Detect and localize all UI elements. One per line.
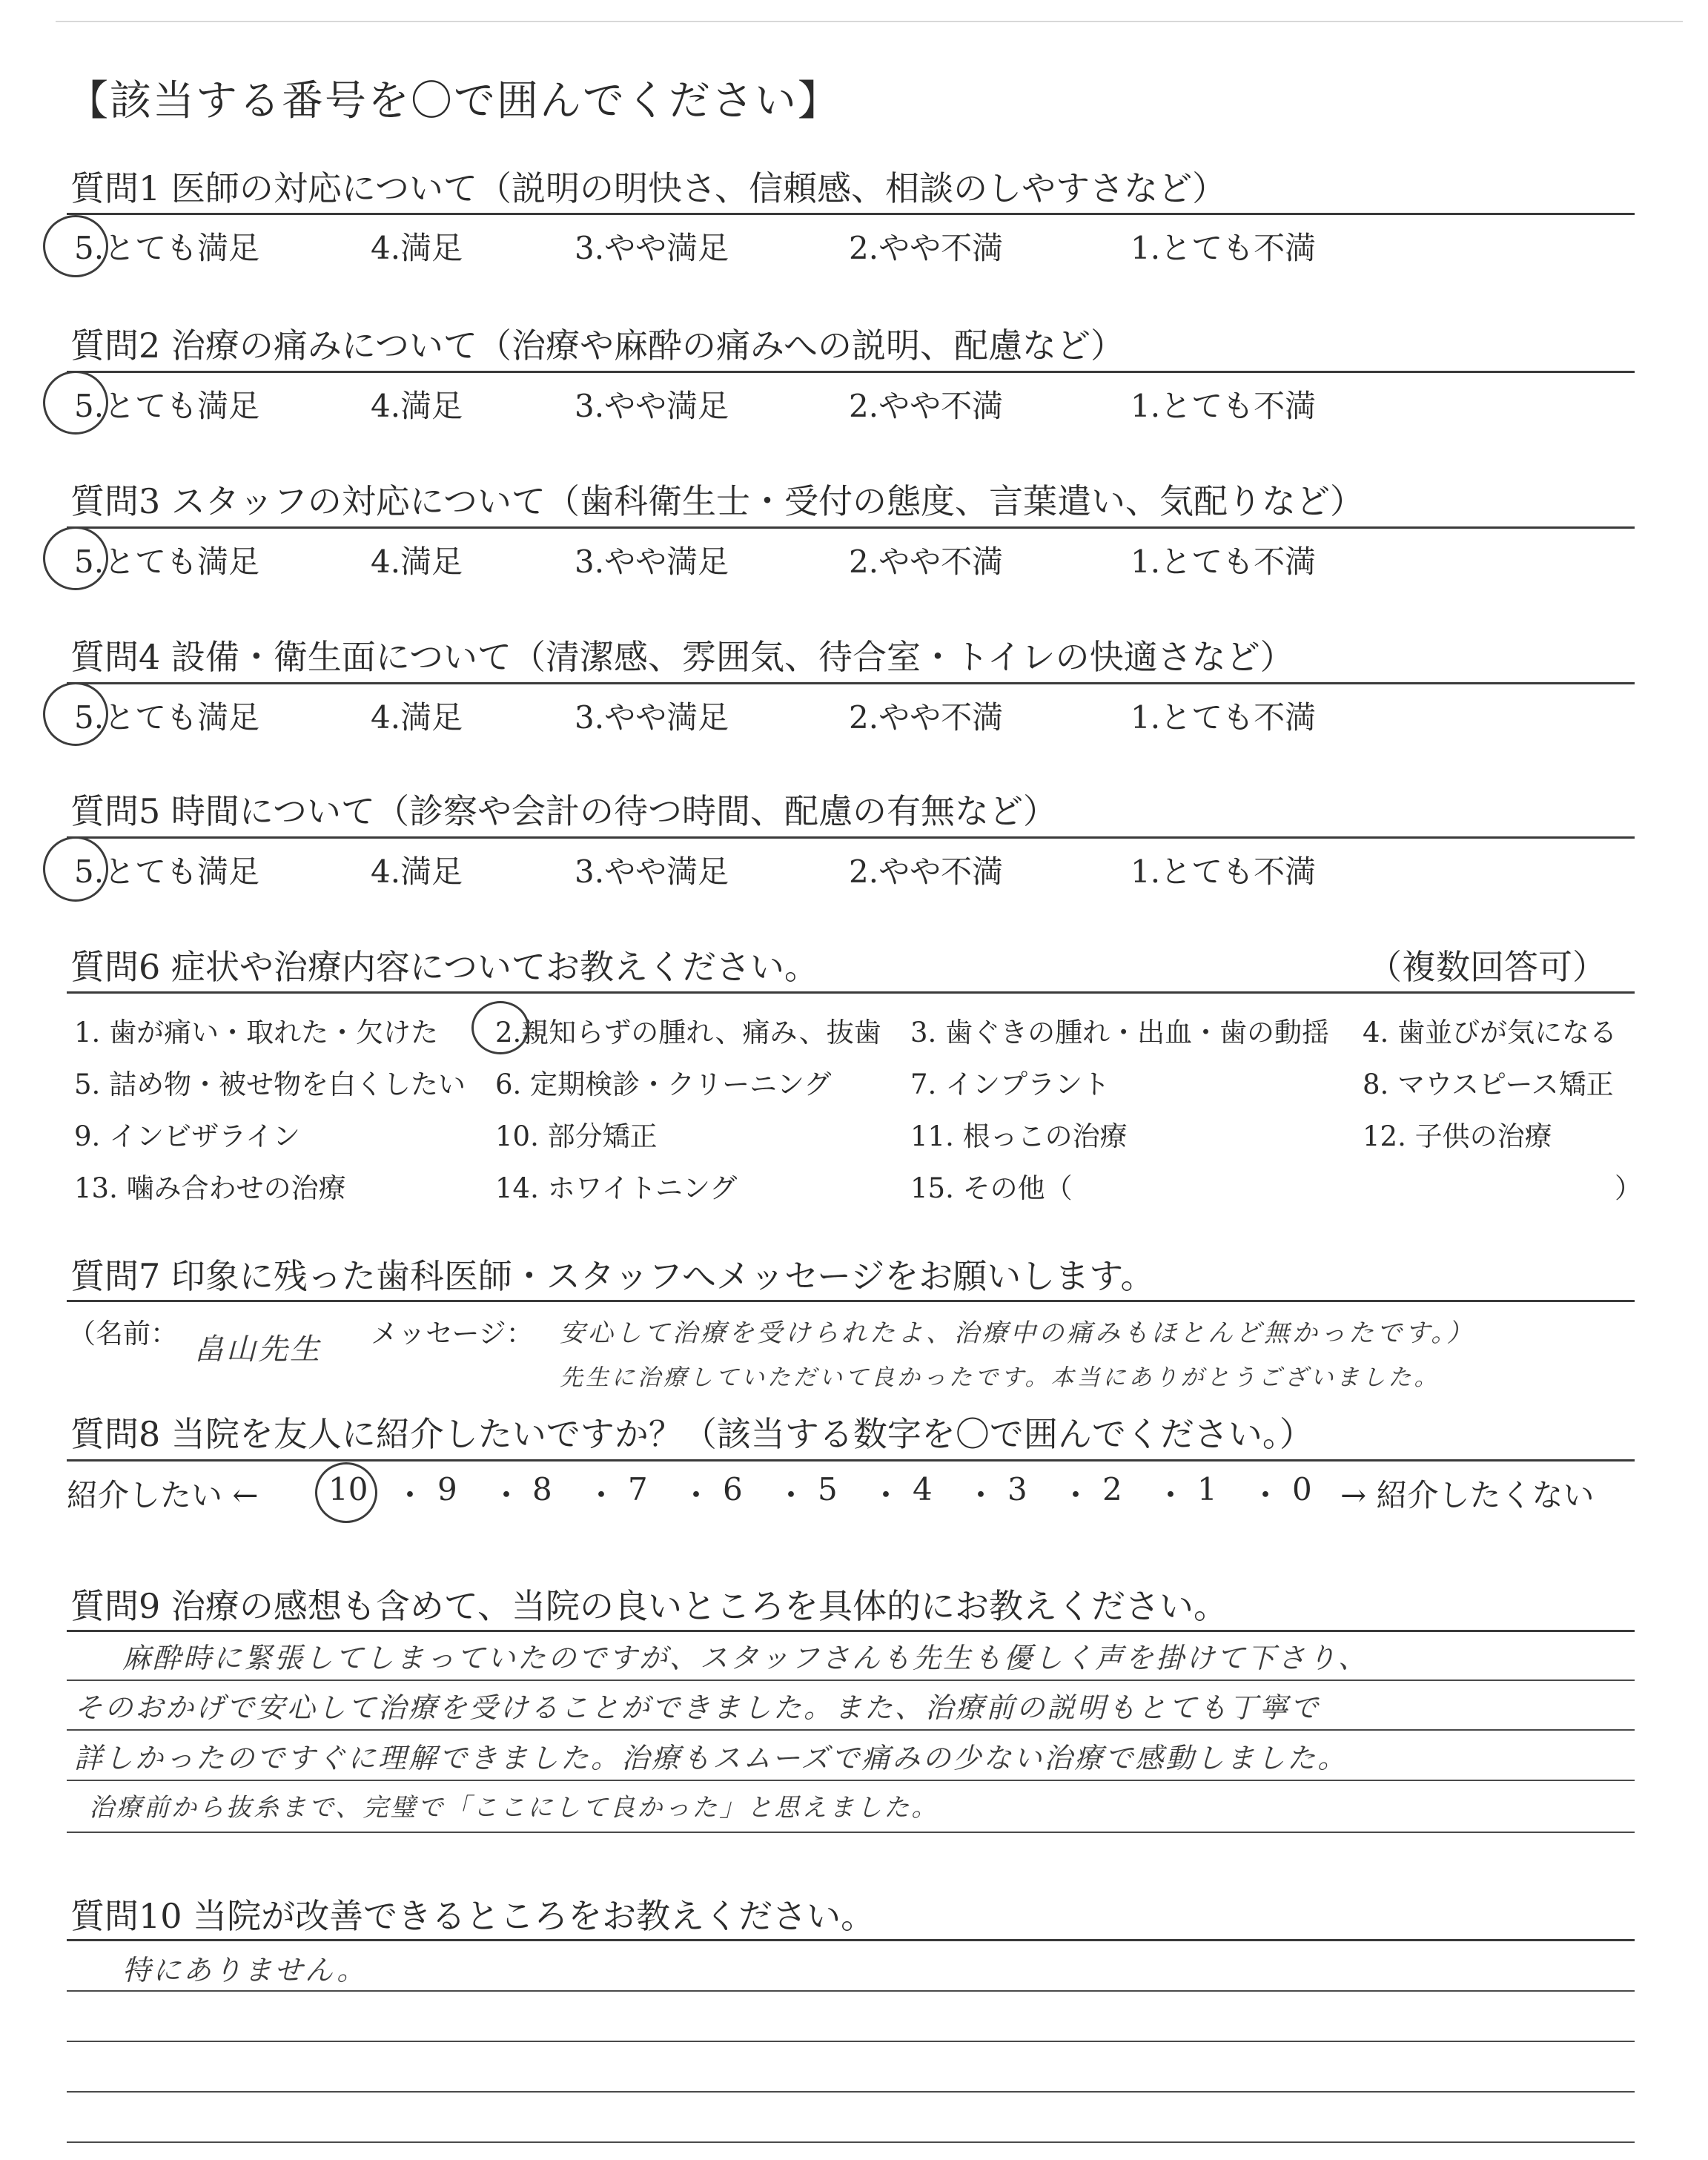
name-value[interactable]: 畠山先生 (194, 1332, 322, 1367)
option-3[interactable]: 3.やや満足 (575, 388, 729, 424)
answer-line (67, 1780, 1635, 1781)
score-separator: ・ (586, 1477, 618, 1513)
option-5[interactable]: 5.とても満足 (74, 544, 260, 580)
score-5[interactable]: 5 (818, 1471, 838, 1507)
option-5[interactable]: 5.とても満足 (74, 853, 260, 890)
score-6[interactable]: 6 (723, 1471, 743, 1507)
option-3[interactable]: 3.やや満足 (575, 230, 729, 266)
option-1[interactable]: 1.とても不満 (1131, 853, 1317, 890)
instruction-header: 【該当する番号を〇で囲んでください】 (67, 77, 841, 125)
answer-line (67, 1680, 1635, 1681)
treatment-item-6[interactable]: 6. 定期検診・クリーニング (495, 1069, 832, 1100)
other-close-paren: ） (1615, 1172, 1642, 1204)
treatment-item-11[interactable]: 11. 根っこの治療 (910, 1120, 1128, 1152)
option-1[interactable]: 1.とても不満 (1131, 388, 1317, 424)
option-4[interactable]: 4.満足 (371, 853, 463, 890)
option-5[interactable]: 5.とても満足 (74, 699, 260, 736)
option-3[interactable]: 3.やや満足 (575, 699, 729, 736)
divider (67, 836, 1635, 839)
score-separator: ・ (394, 1477, 426, 1513)
divider (67, 682, 1635, 684)
option-5[interactable]: 5.とても満足 (74, 230, 260, 266)
score-0[interactable]: 0 (1292, 1471, 1312, 1507)
treatment-item-10[interactable]: 10. 部分矯正 (495, 1120, 658, 1152)
message-line-1[interactable]: 安心して治療を受けられたよ、治療中の痛みもほとんど無かったです。） (560, 1318, 1475, 1348)
divider (67, 1459, 1635, 1462)
treatment-item-2[interactable]: 2.親知らずの腫れ、痛み、抜歯 (495, 1017, 881, 1048)
treatment-item-7[interactable]: 7. インプラント (910, 1069, 1110, 1100)
divider (67, 213, 1635, 215)
treatment-item-9[interactable]: 9. インビザライン (74, 1120, 300, 1152)
answer-line (67, 1990, 1635, 1992)
option-1[interactable]: 1.とても不満 (1131, 544, 1317, 580)
answer-line-2[interactable]: そのおかげで安心して治療を受けることができました。また、治療前の説明もとても丁寧で (74, 1691, 1321, 1724)
treatment-item-14[interactable]: 14. ホワイトニング (495, 1172, 738, 1204)
answer-line (67, 1729, 1635, 1731)
treatment-item-5[interactable]: 5. 詰め物・被せ物を白くしたい (74, 1069, 466, 1100)
treatment-item-3[interactable]: 3. 歯ぐきの腫れ・出血・歯の動揺 (910, 1017, 1330, 1048)
option-2[interactable]: 2.やや不満 (849, 388, 1004, 424)
score-2[interactable]: 2 (1102, 1471, 1122, 1507)
answer-line-3[interactable]: 詳しかったのですぐに理解できました。治療もスムーズで痛みの少ない治療で感動しました。 (74, 1742, 1348, 1774)
question-title: 質問1 医師の対応について（説明の明快さ、信頼感、相談のしやすさなど） (70, 168, 1227, 208)
divider (67, 1939, 1635, 1941)
answer-line (67, 1832, 1635, 1833)
divider (67, 371, 1635, 373)
treatment-item-12[interactable]: 12. 子供の治療 (1363, 1120, 1552, 1152)
option-5[interactable]: 5.とても満足 (74, 388, 260, 424)
score-separator: ・ (775, 1477, 807, 1513)
score-separator: ・ (491, 1477, 523, 1513)
score-separator: ・ (1250, 1477, 1282, 1513)
answer-line (67, 2091, 1635, 2093)
score-9[interactable]: 9 (437, 1471, 457, 1507)
option-4[interactable]: 4.満足 (371, 388, 463, 424)
question-title: 質問10 当院が改善できるところをお教えください。 (70, 1896, 875, 1936)
multiple-answers-note: （複数回答可） (1368, 947, 1606, 987)
question-title: 質問3 スタッフの対応について（歯科衛生士・受付の態度、言葉遣い、気配りなど） (70, 481, 1364, 521)
treatment-item-15[interactable]: 15. その他（ (910, 1172, 1073, 1204)
answer-line-4[interactable]: 治療前から抜糸まで、完璧で「ここにして良かった」と思えました。 (89, 1793, 939, 1823)
question-title: 質問4 設備・衛生面について（清潔感、雰囲気、待合室・トイレの快適さなど） (70, 637, 1294, 677)
not-recommend-label: → 紹介したくない (1340, 1477, 1595, 1513)
score-separator: ・ (1155, 1477, 1187, 1513)
option-4[interactable]: 4.満足 (371, 699, 463, 736)
answer-line (67, 2141, 1635, 2143)
question-title: 質問7 印象に残った歯科医師・スタッフへメッセージをお願いします。 (70, 1256, 1155, 1296)
answer-text[interactable]: 特にありません。 (122, 1954, 368, 1986)
score-3[interactable]: 3 (1007, 1471, 1027, 1507)
option-2[interactable]: 2.やや不満 (849, 230, 1004, 266)
score-10[interactable]: 10 (328, 1471, 368, 1507)
divider (67, 1630, 1635, 1632)
selection-circle (43, 371, 108, 435)
score-8[interactable]: 8 (532, 1471, 552, 1507)
selection-circle (43, 526, 108, 590)
option-1[interactable]: 1.とても不満 (1131, 230, 1317, 266)
question-title: 質問6 症状や治療内容についてお教えください。 (70, 947, 818, 987)
score-separator: ・ (1060, 1477, 1092, 1513)
option-2[interactable]: 2.やや不満 (849, 853, 1004, 890)
score-4[interactable]: 4 (913, 1471, 933, 1507)
score-separator: ・ (681, 1477, 712, 1513)
treatment-item-1[interactable]: 1. 歯が痛い・取れた・欠けた (74, 1017, 439, 1048)
question-title: 質問8 当院を友人に紹介したいですか？（該当する数字を〇で囲んでください。） (70, 1414, 1314, 1454)
divider (67, 991, 1635, 994)
name-label: （名前： (68, 1318, 178, 1350)
message-line-2[interactable]: 先生に治療していただいて良かったです。本当にありがとうございました。 (560, 1364, 1440, 1391)
score-separator: ・ (965, 1477, 997, 1513)
question-title: 質問5 時間について（診察や会計の待つ時間、配慮の有無など） (70, 791, 1057, 831)
score-separator: ・ (870, 1477, 902, 1513)
selection-circle (43, 215, 108, 277)
message-label: メッセージ： (371, 1318, 534, 1350)
selection-circle (471, 1001, 529, 1054)
top-rule (56, 21, 1683, 22)
answer-line (67, 2041, 1635, 2042)
option-3[interactable]: 3.やや満足 (575, 544, 729, 580)
divider (67, 1300, 1635, 1302)
treatment-item-4[interactable]: 4. 歯並びが気になる (1363, 1017, 1618, 1048)
score-7[interactable]: 7 (628, 1471, 648, 1507)
answer-line-1[interactable]: 麻酔時に緊張してしまっていたのですが、スタッフさんも先生も優しく声を掛けて下さり、 (122, 1642, 1369, 1674)
question-title: 質問9 治療の感想も含めて、当院の良いところを具体的にお教えください。 (70, 1586, 1228, 1626)
treatment-item-8[interactable]: 8. マウスピース矯正 (1363, 1069, 1614, 1100)
option-1[interactable]: 1.とても不満 (1131, 699, 1317, 736)
score-1[interactable]: 1 (1197, 1471, 1217, 1507)
selection-circle (43, 836, 108, 902)
selection-circle (315, 1462, 377, 1523)
question-title: 質問2 治療の痛みについて（治療や麻酔の痛みへの説明、配慮など） (70, 326, 1125, 366)
option-2[interactable]: 2.やや不満 (849, 699, 1004, 736)
option-3[interactable]: 3.やや満足 (575, 853, 729, 890)
option-2[interactable]: 2.やや不満 (849, 544, 1004, 580)
option-4[interactable]: 4.満足 (371, 544, 463, 580)
selection-circle (43, 682, 108, 746)
divider (67, 526, 1635, 529)
option-4[interactable]: 4.満足 (371, 230, 463, 266)
recommend-label: 紹介したい ← (67, 1477, 259, 1513)
treatment-item-13[interactable]: 13. 噛み合わせの治療 (74, 1172, 346, 1204)
